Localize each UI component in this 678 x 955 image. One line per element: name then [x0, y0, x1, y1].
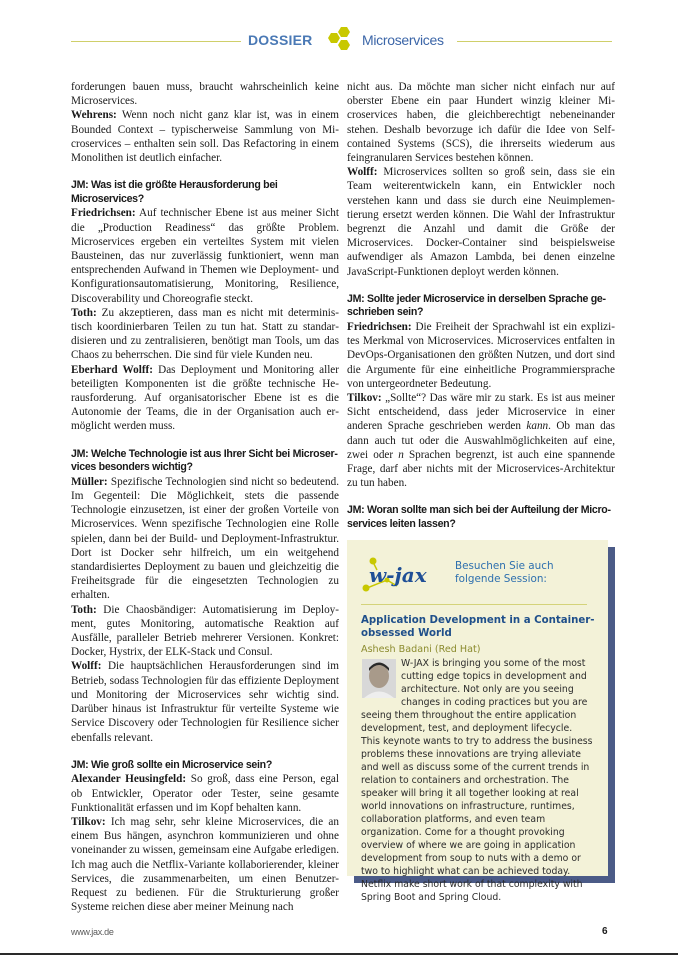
paragraph [71, 306, 339, 363]
description-text: W-JAX is bringing you some of the most cutting edge topics in development and architecture. Not only are you seeing changes in coding practices but you are seeing them throughout the entire application development, test, and deployment lifecycle. This keynote wants to try to address the business problems these innovations are trying alleviate and well as discuss some of the current trends in relation to containers and orchestration. The speaker will bring it all together looking at real world innovations on infrastructure, runtimes, collaboration platforms, and even team organization. Come for a thought provoking overview of where we are going in application development from soup to nuts with a demo or two to highlight what can be achieved today. Netflix make short work of that complexity with Spring Boot and Spring Cloud. [361, 658, 593, 903]
answer-text: . Ob man das dann auch tut oder die Auswahlmöglichkeiten auf eine, zwei oder [347, 420, 615, 461]
answer-text: So groß, dass eine Person, egal ob Entwickler, Operator oder Tester, seine gesamte Funktionalität erfassen und im Kopf behalten kann. [71, 773, 339, 814]
promo-divider [361, 604, 587, 605]
speaker-name: Toth: [71, 603, 97, 616]
answer-text: Die Freiheit der Sprachwahl ist ein explizites Merkmal von Microservices. Microservices entfalten in DevOps-Organisationen den größten Nutzen, und dort sind die Argumente für eine einheitliche Programmiersprache von untergeordneter Bedeutung. [347, 321, 615, 390]
speaker-name: Wehrens: [71, 109, 117, 122]
speaker-name: Tilkov: [71, 815, 106, 828]
hexagon-logo-icon [322, 24, 358, 58]
paragraph [71, 80, 339, 108]
answer-text: Zu akzeptieren, dass man es nicht mit deterministisch koordinierbaren Teilen zu tun hat. Statt zu standardisieren und zu zentralisieren, benötigt man Tools, um das Chaos zu beherrschen. Die sind für viele Kunden neu. [71, 306, 339, 362]
paragraph [71, 108, 339, 165]
svg-text:w-jax: w-jax [369, 563, 427, 587]
answer-text: Die Chaosbändiger: Automatisierung im Deployment, gutes Monitoring, automatische Reaktion auf Ausfälle, paralleler Betrieb mehrerer Versionen. Konkret: Docker, Hystrix, der ELK-Stack und Consul. [71, 603, 339, 659]
paragraph [347, 165, 615, 279]
paragraph [71, 363, 339, 434]
wjax-logo-icon [359, 556, 434, 592]
invite-line: folgende Session: [455, 572, 547, 585]
answer-text: Spezifische Technologien sind nicht so bedeutend. Im Gegenteil: Die Möglichkeit, stets die passende Technologie einzusetzen, ist einer der großen Vorteile von Microservices. Wenn spezifische Technologien eine Rolle spielen, dann bei der Build- und Deployment-Infrastruktur. Dort ist Docker sehr hilfreich, um ein weitgehend standardisiertes Deployment zu bauen und gleichzeitig die Freiheitsgrade für die eingesetzten Technologien zu erhalten. [71, 475, 339, 602]
answer-text: „Sollte“? Das wäre mir zu stark. Es ist aus meiner Sicht entscheidend, dass jeder Microservice in einer anderen Sprache geschrieben werden [347, 392, 615, 433]
question-heading: JM: Welche Technologie ist aus Ihrer Sicht bei Microservices besonders wichtig? [71, 447, 338, 474]
paragraph [71, 603, 339, 660]
answer-text: Auf technischer Ebene ist aus meiner Sicht die „Production Readiness“ das größte Problem. Microservices ergeben ein verteiltes System mit vielen Bausteinen, das nur zuverlässig funktioniert, wenn man entsprechenden Aufwand in Themen wie Deployment- und Konfigurationsautomatisierung, Monitoring, Resilience, Discoverability und Choreografie steckt. [71, 207, 339, 305]
paragraph: nicht aus. Da möchte man sicher nicht einfach nur auf oberster Ebene ein paar Hundert winzig kleiner Microservices haben, die gleichberechtigt nebeneinander stehen. Deshalb bevorzuge ich dafür die Idee von Self-contained Systems (SCS), die ihrerseits wiederum aus feingranularen Services bestehen können. [347, 81, 615, 165]
paragraph [71, 772, 339, 815]
header-rule-left [71, 41, 241, 42]
session-speaker: Ashesh Badani (Red Hat) [361, 644, 481, 655]
session-title[interactable]: Application Development in a Container-obsessed World [361, 615, 595, 639]
speaker-name: Friedrichsen: [347, 321, 412, 334]
answer-text: Ich mag sehr, sehr kleine Microservices, die an einem Bus hängen, asynchron kommunizieren und ohne voneinander zu wissen, gemeinsam eine Aufgabe erledigen. Ich mag auch die Netflix-Variante kollaborierender, kleiner Services, die zusammenarbeiten, um einen Benutzer-Request zu bedienen. Für die Strukturierung großer Systeme reichen diese aber meiner Meinung nach [71, 815, 339, 914]
page-number: 6 [602, 926, 608, 937]
speaker-name: Friedrichsen: [71, 207, 136, 220]
paragraph [71, 206, 339, 305]
question-heading: JM: Was ist die größte Herausforderung bei Microservices? [71, 179, 278, 205]
speaker-photo [362, 659, 396, 698]
promo-box [347, 540, 608, 903]
paragraph [71, 659, 339, 744]
question-heading: JM: Sollte jeder Microservice in derselben Sprache geschrieben sein? [347, 292, 607, 319]
answer-text: Wenn noch nicht ganz klar ist, was in einem Bounded Context – typischerweise Sammlung von Microservices – enthalten sein soll. Das Refactoring in einem Monolithen ist deutlich einfacher. [71, 109, 339, 165]
answer-text: forderungen bauen muss, braucht wahrscheinlich keine Microservices. [71, 81, 339, 108]
paragraph [71, 815, 339, 914]
paragraph [71, 475, 339, 603]
answer-text: Microservices sollten so groß sein, dass sie ein Team weiterentwickeln kann, ein Entwickler noch verstehen kann und dass sie durch eine Neuimplementierung ersetzt werden können. Die Wahl der Infrastruktur begrenzt die Anzahl und damit die Größe der Microservices. Docker-Container sind beispielsweise aufwendiger als Amazon Lambda, bei denen einzelne JavaScript-Funktionen deployt werden können. [347, 166, 615, 278]
speaker-name: Müller: [71, 475, 108, 488]
header-rule-right [457, 41, 612, 42]
paragraph [347, 391, 615, 490]
answer-text: Das Deployment und Monitoring aller beteiligten Komponenten ist die größte technische Herausforderung. Auf organisatorischer Ebene ist es die Autonomie der Teams, die in der Organisation auch ermöglicht werden muss. [71, 363, 339, 433]
speaker-name: Wolff: [71, 660, 102, 673]
section-label: DOSSIER [248, 32, 313, 48]
emphasis: n [398, 448, 404, 461]
topic-title: Microservices [362, 32, 444, 48]
speaker-name: Toth: [71, 306, 97, 319]
speaker-name: Alexander Heusingfeld: [71, 773, 187, 786]
speaker-name: Tilkov: [347, 392, 382, 405]
paragraph [347, 320, 615, 391]
emphasis: kann [526, 420, 549, 433]
article-column-right [347, 80, 615, 532]
answer-text: Sprachen begrenzt, ist auch eine spannende Frage, darf aber nichts mit der Microservices-Architektur zu tun haben. [347, 448, 615, 490]
promo-invite [455, 560, 554, 585]
article-column-left [71, 80, 339, 914]
speaker-name: Eberhard Wolff: [71, 363, 153, 376]
invite-line: Besuchen Sie auch [455, 560, 554, 572]
speaker-name: Wolff: [347, 166, 378, 179]
answer-text: Die hauptsächlichen Herausforderungen sind im Betrieb, sodass Technologien für das effiziente Deployment und Monitoring der Microservices sehr wichtig sind. Darüber hinaus ist Infrastruktur für verteilte Systeme wie Service Discovery oder Technologien für Resilience sicher ebenfalls relevant. [71, 660, 339, 744]
question-heading: JM: Woran sollte man sich bei der Aufteilung der Microservices leiten lassen? [347, 504, 611, 531]
footer-url[interactable]: www.jax.de [71, 927, 114, 937]
question-heading: JM: Wie groß sollte ein Microservice sein? [71, 758, 273, 771]
